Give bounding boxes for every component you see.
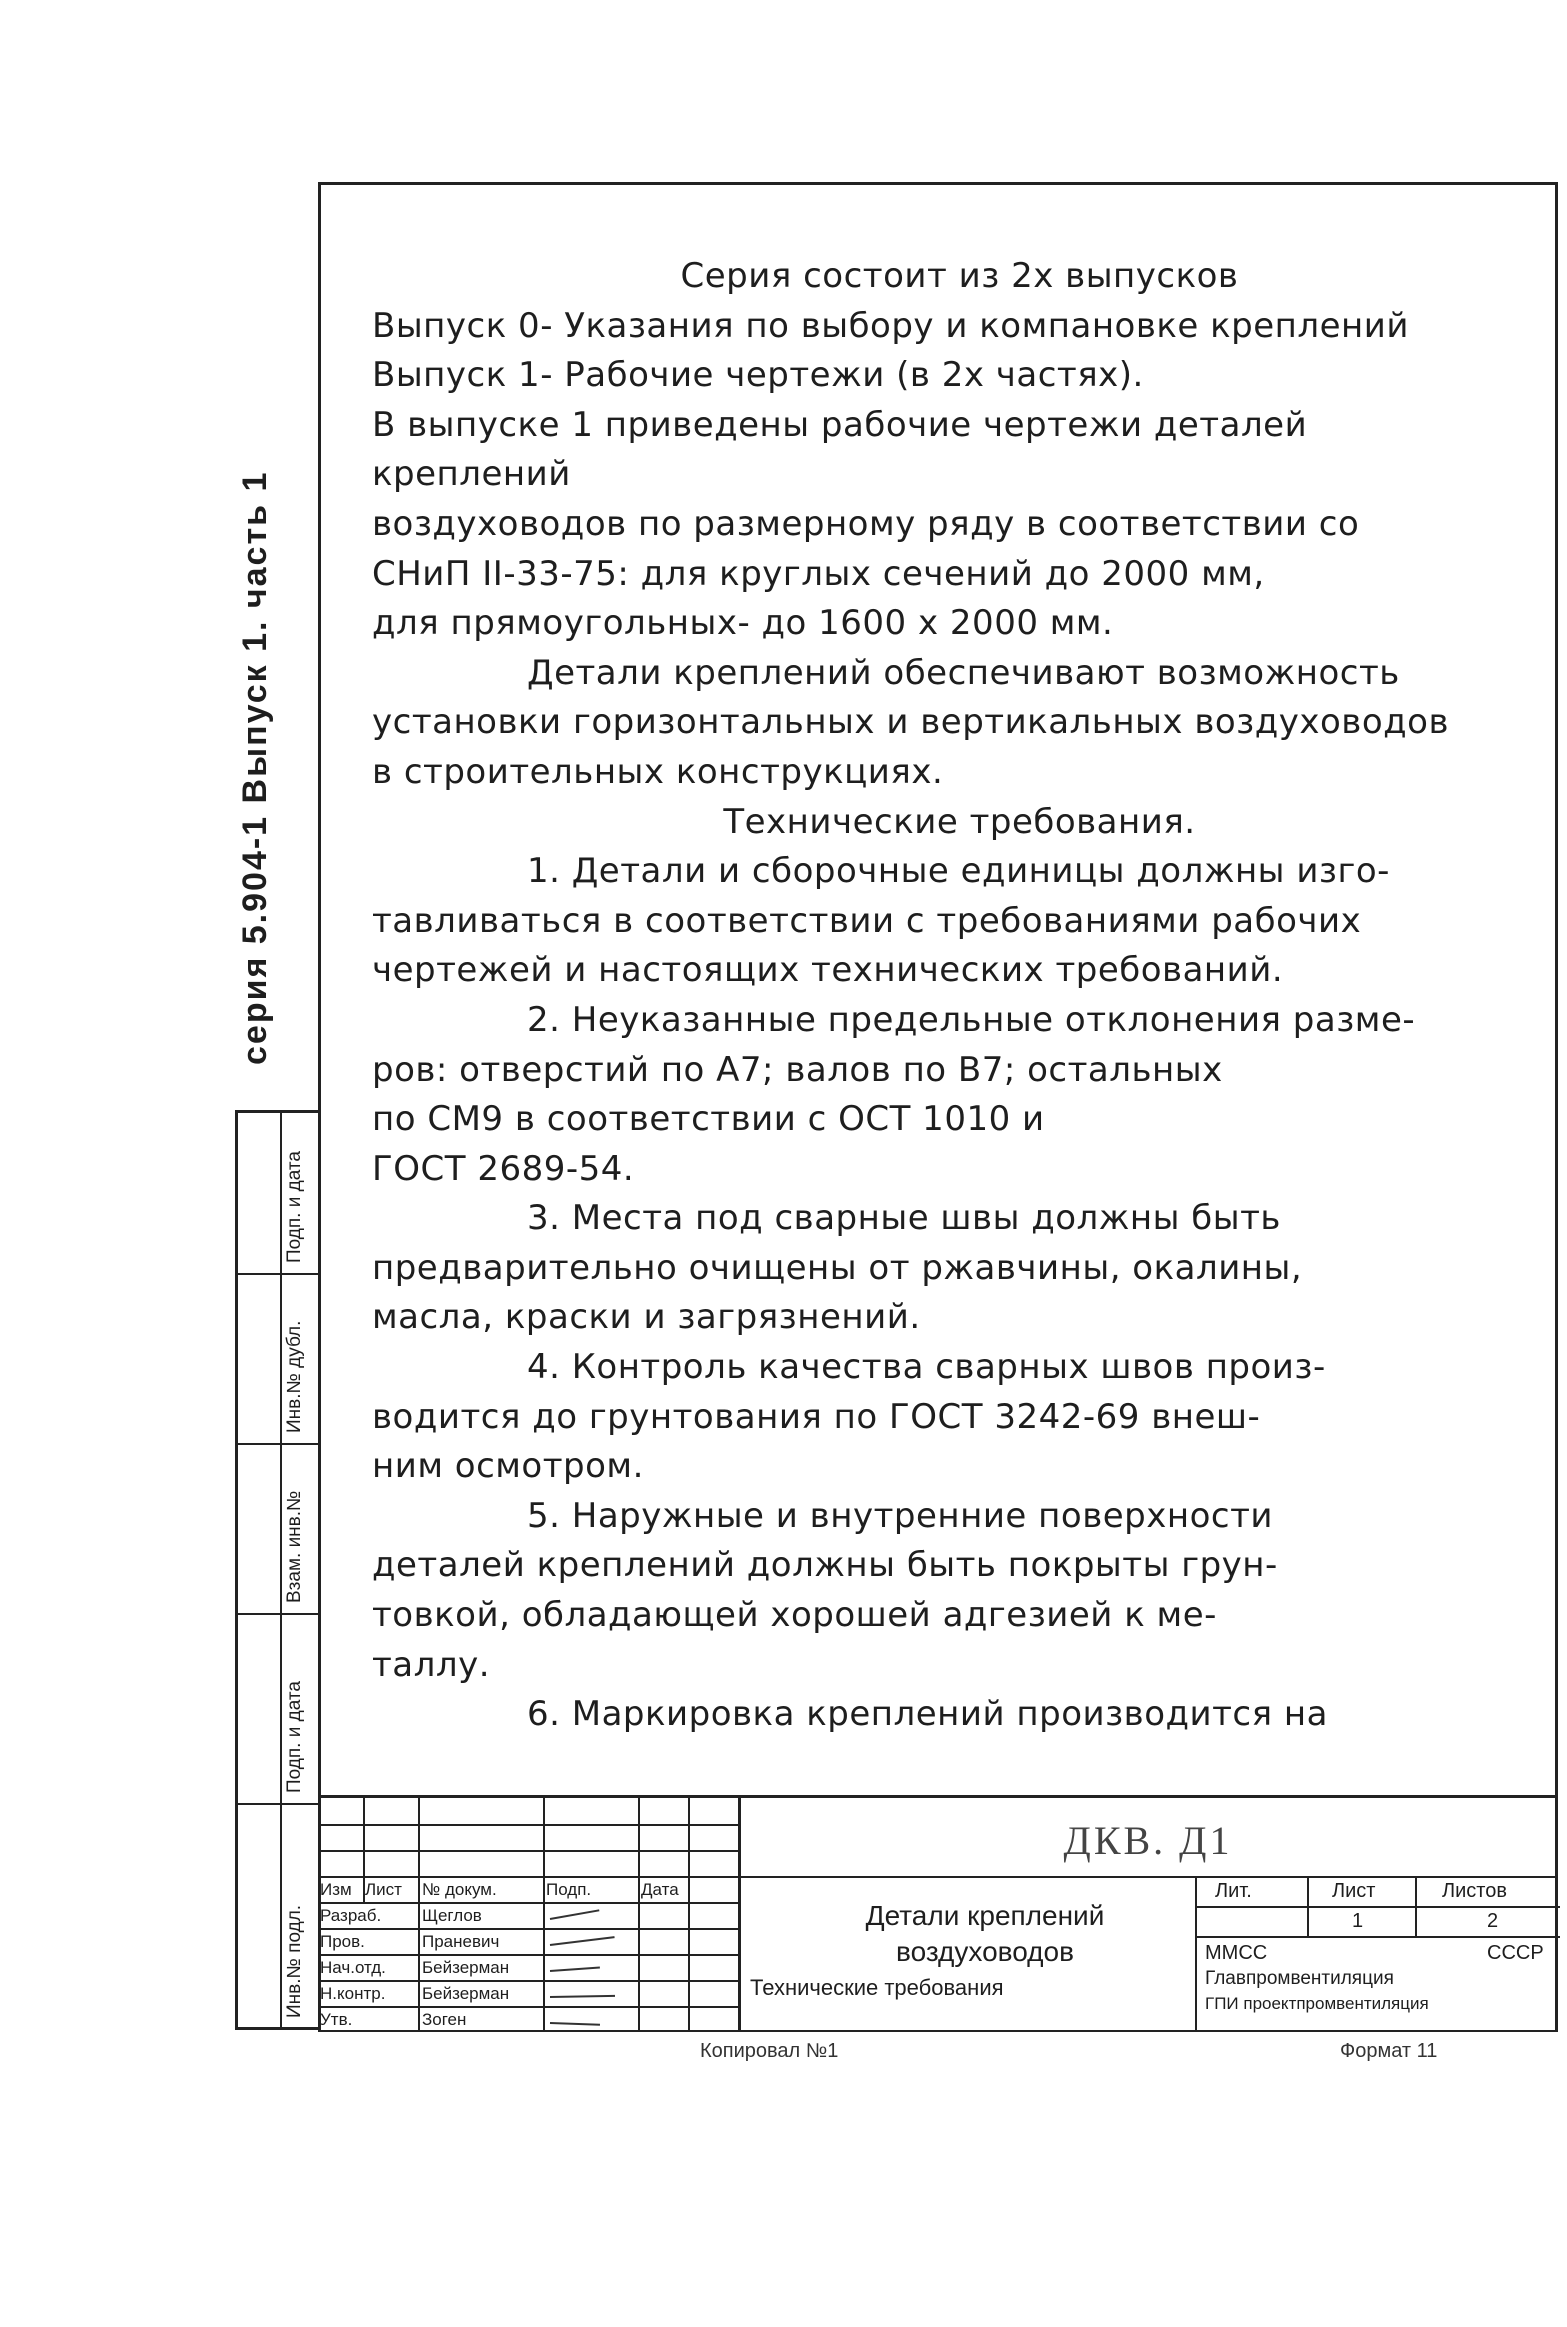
body-line: Выпуск 0- Указания по выбору и компановке креплений (372, 305, 1409, 346)
side-strip-cell (238, 1113, 321, 1805)
body-line: ним осмотром. (372, 1446, 644, 1487)
signature-table-row-line (318, 1902, 738, 1904)
signature-table-row-line (318, 2006, 738, 2008)
org-right: СССР (1487, 1942, 1544, 1964)
side-series-label: серия 5.904-1 Выпуск 1. часть 1 (236, 470, 274, 1065)
footer-copied: Копировал №1 (700, 2040, 839, 2062)
sheet-value: 1 (1352, 1910, 1364, 1932)
signature-name: Праневич (422, 1932, 500, 1951)
signature-table-header: Лист (365, 1880, 402, 1899)
sheets-value: 2 (1487, 1910, 1499, 1932)
sheets-label: Листов (1442, 1880, 1507, 1902)
body-line: СНиП II-33-75: для круглых сечений до 2000 мм, (372, 553, 1265, 594)
body-line: 2. Неуказанные предельные отклонения разме- (527, 999, 1416, 1040)
lit-label: Лит. (1215, 1880, 1252, 1902)
signature-name: Щеглов (422, 1906, 482, 1925)
body-line: В выпуске 1 приведены рабочие чертежи деталей (372, 404, 1308, 445)
signature-table-header: № докум. (422, 1880, 497, 1899)
signature-table-row-line (318, 1980, 738, 1982)
stamp-label-sign-date-2: Подп. и дата (284, 1681, 305, 1793)
signature-table-col-line (418, 1798, 420, 2032)
body-line: предварительно очищены от ржавчины, окалины, (372, 1247, 1303, 1288)
sheet-label: Лист (1332, 1880, 1376, 1902)
document-body (372, 252, 1547, 1740)
signature-mark (550, 1995, 615, 1998)
body-line: водится до грунтования по ГОСТ 3242-69 внеш- (372, 1396, 1261, 1437)
body-line: 5. Наружные и внутренние поверхности (527, 1495, 1273, 1536)
sheet-info-divider (1415, 1876, 1417, 1936)
signature-mark (550, 1967, 600, 1972)
signature-table-col-line (543, 1798, 545, 2032)
title-block-sheet-info (1195, 1876, 1560, 2032)
signature-role: Утв. (320, 2010, 353, 2029)
document-name (750, 1898, 1220, 2006)
signature-role: Н.контр. (320, 1984, 386, 2003)
body-line: 3. Места под сварные швы должны быть (527, 1198, 1281, 1239)
org-line-3: ГПИ проектпромвентиляция (1205, 1994, 1429, 2013)
signature-table-header: Подп. (546, 1880, 592, 1899)
document-code: ДКВ. Д1 (1063, 1818, 1233, 1863)
body-line: деталей креплений должны быть покрыты грун- (372, 1545, 1278, 1586)
signature-name: Бейзерман (422, 1958, 510, 1977)
body-line: таллу. (372, 1644, 491, 1685)
signature-table-row-line (318, 1876, 738, 1878)
signature-table-row-line (318, 1954, 738, 1956)
org-left: ММСС (1205, 1942, 1268, 1964)
signature-table-row-line (318, 1824, 738, 1826)
signature-role: Нач.отд. (320, 1958, 386, 1977)
body-line: по СМ9 в соответствии с ОСТ 1010 и (372, 1099, 1045, 1140)
signature-name: Зоген (422, 2010, 467, 2029)
body-line: установки горизонтальных и вертикальных воздуховодов (372, 702, 1449, 743)
title-block (318, 1795, 1558, 2032)
signature-table-row-line (318, 1850, 738, 1852)
footer-format: Формат 11 (1340, 2040, 1438, 2062)
body-line: ГОСТ 2689-54. (372, 1148, 635, 1189)
stamp-label-sign-date: Подп. и дата (284, 1151, 305, 1263)
body-line: товкой, обладающей хорошей адгезией к ме- (372, 1595, 1217, 1636)
body-line: 4. Контроль качества сварных швов произ- (527, 1347, 1326, 1388)
stamp-label-repl-inv: Взам. инв.№ (284, 1490, 305, 1603)
body-line: тавливаться в соответствии с требованиями рабочих (372, 900, 1362, 941)
body-line: Выпуск 1- Рабочие чертежи (в 2х частях). (372, 355, 1144, 396)
signature-role: Пров. (320, 1932, 365, 1951)
signature-role: Разраб. (320, 1906, 382, 1925)
document-name-line-1: Детали креплений (865, 1900, 1105, 1931)
signature-table-header: Дата (641, 1880, 679, 1899)
signature-mark (550, 2022, 600, 2026)
signature-name: Бейзерман (422, 1984, 510, 2003)
document-name-line-3: Технические требования (750, 1975, 1004, 2000)
org-line-2: Главпромвентиляция (1205, 1968, 1394, 1989)
document-name-line-2: воздуховодов (896, 1936, 1074, 1967)
sheet-info-divider (1307, 1876, 1309, 1936)
side-stamp-strip (235, 1110, 321, 2030)
body-line: воздуховодов по размерному ряду в соответствии со (372, 503, 1360, 544)
signature-table-col-line (638, 1798, 640, 2032)
body-line: чертежей и настоящих технических требований. (372, 950, 1284, 991)
signature-table-col-line (688, 1798, 690, 2032)
body-line: масла, краски и загрязнений. (372, 1297, 921, 1338)
title-block-signature-table (318, 1798, 738, 2032)
stamp-label-dup-inv: Инв.№ дубл. (284, 1320, 305, 1433)
sheet-info-divider (1197, 1906, 1560, 1908)
sheet-info-divider (1197, 1936, 1560, 1938)
body-line: 6. Маркировка креплений производится на (527, 1694, 1328, 1735)
body-line: Серия состоит из 2х выпусков (680, 256, 1239, 296)
body-line: 1. Детали и сборочные единицы должны изго- (527, 851, 1390, 892)
body-line: в строительных конструкциях. (372, 751, 944, 792)
signature-mark (550, 1909, 600, 1920)
signature-table-header: Изм (320, 1880, 352, 1899)
signature-mark (550, 1936, 615, 1946)
body-line: креплений (372, 454, 571, 495)
body-line: Детали креплений обеспечивают возможность (527, 652, 1400, 693)
stamp-label-orig-inv: Инв.№ подл. (284, 1904, 305, 2018)
signature-table-row-line (318, 1928, 738, 1930)
body-line: Технические требования. (723, 801, 1196, 842)
body-line: ров: отверстий по А7; валов по В7; остальных (372, 1049, 1223, 1090)
body-line: для прямоугольных- до 1600 х 2000 мм. (372, 603, 1114, 644)
